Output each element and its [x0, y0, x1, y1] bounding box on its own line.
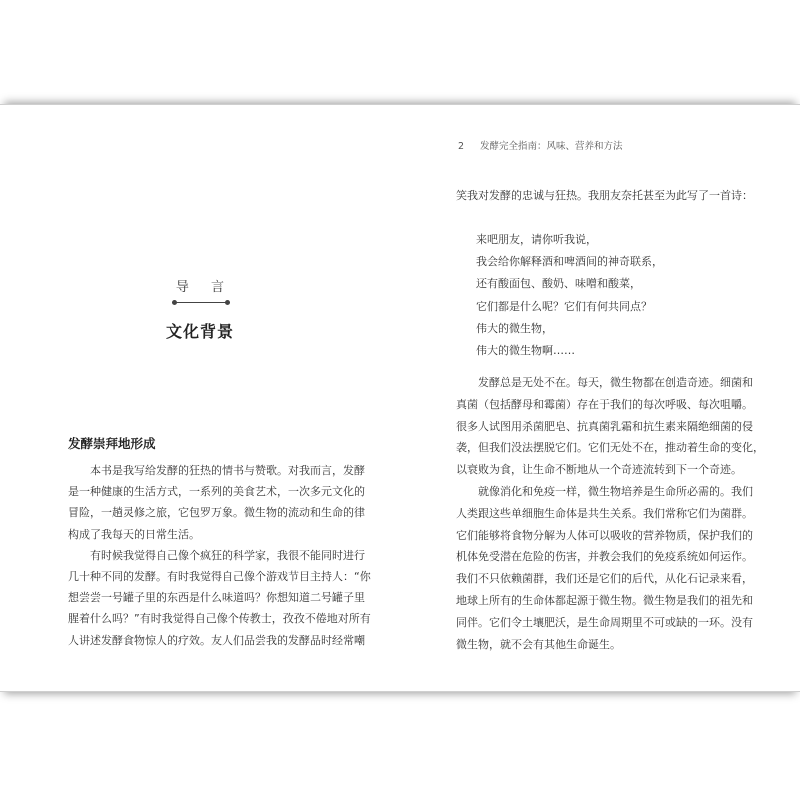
text-line: 微生物，就不会有其他生命诞生。: [456, 637, 621, 651]
opening-line: [456, 185, 753, 206]
text-line: 同伴。它们令土壤肥沃，是生命周期里不可或缺的一环。没有: [456, 615, 753, 629]
text-line: 真菌（包括酵母和霉菌）存在于我们的每次呼吸、每次咀嚼。: [456, 397, 753, 411]
intro-label: 导 言: [175, 280, 234, 295]
poem-line: 还有酸面包、酸奶、味噌和酸菜，: [476, 277, 641, 291]
text-line: 人类跟这些单细胞生命体是共生关系。我们常称它们为菌群。: [456, 506, 753, 520]
text-line: 想尝尝一号罐子里的东西是什么味道吗？你想知道二号罐子里: [68, 591, 365, 605]
divider-dot-left: [172, 300, 177, 305]
running-head-title: 发酵完全指南：风味、营养和方法: [480, 141, 623, 152]
book-spread: [0, 104, 800, 692]
text-line: 以衰败为食，让生命不断地从一个奇迹流转到下一个奇迹。: [456, 463, 742, 477]
running-head: [458, 138, 623, 152]
text-line: 就像消化和免疫一样，微生物培养是生命所必需的。我们: [456, 484, 753, 498]
text-line: 它们能够将食物分解为人体可以吸收的营养物质，保护我们的: [456, 528, 753, 542]
poem-line: 它们都是什么呢？它们有何共同点？: [476, 299, 652, 313]
text-line: 袭，但我们没法摆脱它们。它们无处不在，推动着生命的变化，: [456, 441, 764, 455]
poem-line: 伟大的微生物，: [476, 321, 553, 335]
section-heading: 发酵崇拜地形成: [68, 436, 156, 451]
poem-line: 来吧朋友，请你听我说，: [476, 233, 597, 246]
chapter-title: 文化背景: [165, 322, 234, 341]
left-body-text: [68, 460, 371, 651]
text-line: 冒险，一趟灵修之旅，它包罗万象。微生物的流动和生命的律: [68, 506, 365, 520]
text-line: 构成了我每天的日常生活。: [68, 527, 200, 541]
text-line: 腥着什么吗？”有时我觉得自己像个传教士，孜孜不倦地对所有: [68, 612, 371, 626]
text-line: 机体免受潜在危险的伤害，并教会我们的免疫系统如何运作。: [456, 550, 753, 564]
text-line: 有时候我觉得自己像个疯狂的科学家，我很不能同时进行: [68, 548, 365, 562]
poem-line: 伟大的微生物啊……: [476, 344, 575, 358]
divider-line: [172, 302, 230, 303]
opening-line-text: 笑我对发酵的忠诚与狂热。我朋友奈托甚至为此写了一首诗：: [456, 189, 753, 202]
text-line: 发酵总是无处不在。每天，微生物都在创造奇迹。细菌和: [456, 376, 753, 389]
ornamental-divider: [172, 299, 230, 306]
left-page: [0, 105, 400, 691]
text-line: 很多人试图用杀菌肥皂、抗真菌乳霜和抗生素来隔绝细菌的侵: [456, 419, 753, 433]
text-line: 我们不只依赖菌群，我们还是它们的后代，从化石记录来看，: [456, 572, 753, 586]
right-page: [400, 105, 800, 691]
text-line: 几十种不同的发酵。有时我觉得自己像个游戏节目主持人：“你: [68, 570, 371, 584]
text-line: 地球上所有的生命体都起源于微生物。微生物是我们的祖先和: [456, 593, 753, 607]
poem-line: 我会给你解释酒和啤酒间的神奇联系，: [476, 255, 663, 269]
page-number: 2: [458, 141, 465, 152]
poem: [476, 229, 663, 362]
text-line: 人讲述发酵食物惊人的疗效。友人们品尝我的发酵品时经常嘲: [68, 633, 365, 647]
right-body-text: [456, 372, 764, 655]
divider-dot-right: [225, 300, 230, 305]
text-line: 本书是我写给发酵的狂热的情书与赞歌。对我而言，发酵: [68, 464, 365, 477]
text-line: 是一种健康的生活方式，一系列的美食艺术，一次多元文化的: [68, 485, 365, 499]
